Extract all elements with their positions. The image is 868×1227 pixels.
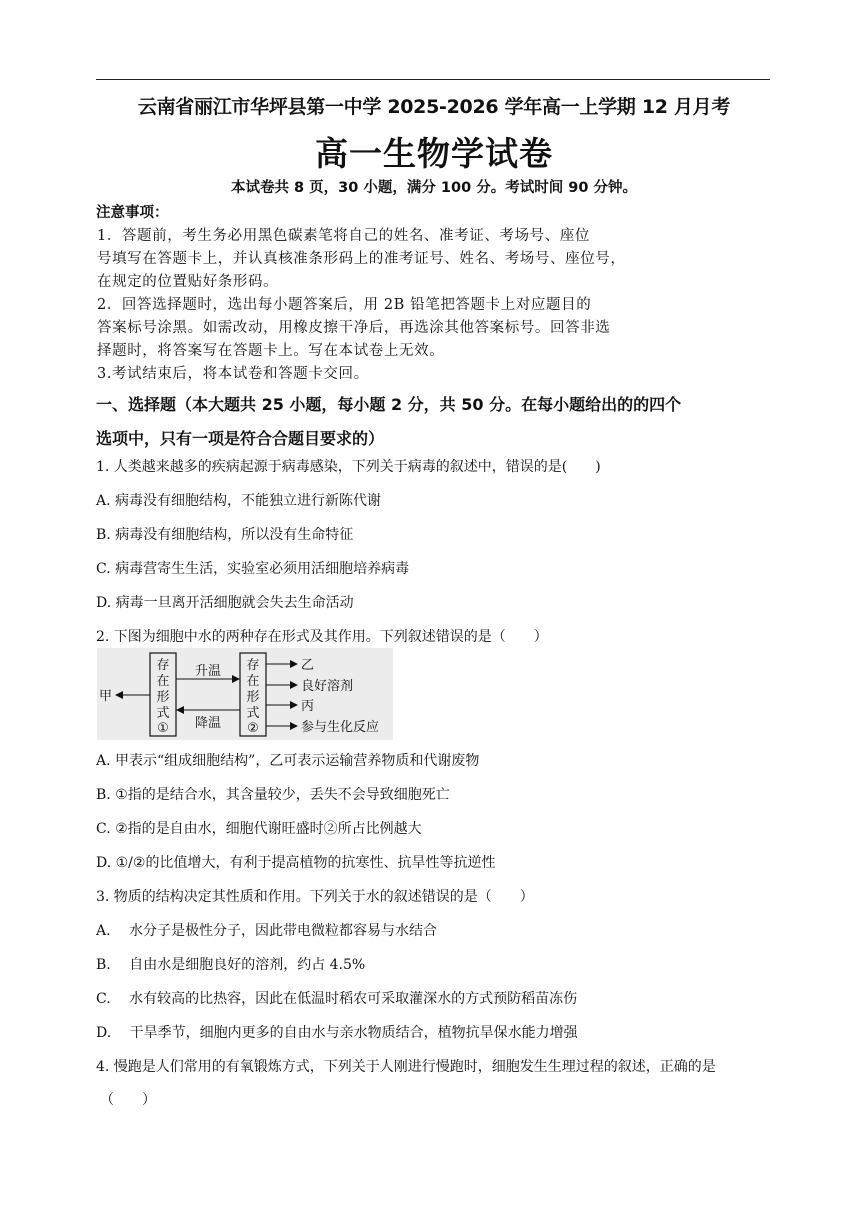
- header-rule: [96, 79, 770, 80]
- box2-char: 形: [246, 690, 260, 705]
- output-bing: 丙: [301, 699, 315, 714]
- question-3-option-b: B. 自由水是细胞良好的溶剂，约占 4.5%: [96, 957, 366, 973]
- label-cooling: 降温: [194, 716, 222, 731]
- question-1-option-b: B. 病毒没有细胞结构，所以没有生命特征: [96, 527, 354, 543]
- question-2-option-b: B. ①指的是结合水，其含量较少，丢失不会导致细胞死亡: [96, 787, 450, 803]
- box2-char: 存: [246, 658, 260, 673]
- water-forms-diagram: [97, 648, 393, 740]
- label-warming: 升温: [194, 664, 222, 679]
- box1-char: 式: [156, 706, 170, 721]
- question-4-stem-cont: （ ）: [100, 1092, 156, 1108]
- box2-char: 式: [246, 706, 260, 721]
- question-2-stem: 2. 下图为细胞中水的两种存在形式及其作用。下列叙述错误的是（ ）: [96, 629, 548, 645]
- box2-char: 在: [246, 674, 260, 689]
- question-1-option-a: A. 病毒没有细胞结构，不能独立进行新陈代谢: [96, 493, 382, 509]
- output-reaction: 参与生化反应: [301, 720, 380, 735]
- question-3-option-a: A. 水分子是极性分子，因此带电微粒都容易与水结合: [96, 923, 438, 939]
- note-line: 择题时，将答案写在答题卡上。写在本试卷上无效。: [97, 343, 445, 359]
- question-3-option-c: C. 水有较高的比热容，因此在低温时稻农可采取灌深水的方式预防稻苗冻伤: [96, 991, 578, 1007]
- note-line: 答案标号涂黑。如需改动，用橡皮擦干净后，再选涂其他答案标号。回答非选: [97, 320, 611, 336]
- note-line: 1．答题前，考生务必用黑色碳素笔将自己的姓名、准考证、考场号、座位: [97, 228, 591, 244]
- question-2-option-c: C. ②指的是自由水，细胞代谢旺盛时②所占比例越大: [96, 821, 422, 837]
- box1-char: 存: [156, 658, 170, 673]
- note-line: 3.考试结束后，将本试卷和答题卡交回。: [97, 366, 369, 382]
- question-1-option-c: C. 病毒营寄生生活，实验室必须用活细胞培养病毒: [96, 561, 410, 577]
- question-1-stem: 1. 人类越来越多的疾病起源于病毒感染，下列关于病毒的叙述中，错误的是( ): [96, 459, 601, 475]
- box1-char: ①: [157, 721, 169, 736]
- notes-heading: 注意事项：: [96, 205, 169, 221]
- question-1-option-d: D. 病毒一旦离开活细胞就会失去生命活动: [96, 595, 354, 611]
- school-exam-line: 云南省丽江市华坪县第一中学 2025-2026 学年高一上学期 12 月月考: [137, 96, 731, 118]
- box2-char: ②: [247, 721, 259, 736]
- section-heading-cont: 选项中，只有一项是符合合题目要求的）: [96, 429, 385, 448]
- box1-char: 在: [156, 674, 170, 689]
- diagram-svg: [97, 648, 393, 740]
- page-title: 高一生物学试卷: [315, 134, 553, 173]
- note-line: 2．回答选择题时，选出每小题答案后，用 2B 铅笔把答题卡上对应题目的: [97, 297, 592, 313]
- output-yi: 乙: [301, 658, 315, 673]
- output-solvent: 良好溶剂: [301, 679, 354, 694]
- question-2-option-d: D. ①/②的比值增大，有利于提高植物的抗寒性、抗旱性等抗逆性: [96, 855, 496, 871]
- label-jia: 甲: [99, 689, 113, 704]
- question-4-stem: 4. 慢跑是人们常用的有氧锻炼方式，下列关于人刚进行慢跑时，细胞发生生理过程的叙述，正确的是: [96, 1059, 716, 1075]
- note-line: 号填写在答题卡上，并认真核准条形码上的准考证号、姓名、考场号、座位号，: [97, 251, 626, 267]
- exam-info: 本试卷共 8 页，30 小题，满分 100 分。考试时间 90 分钟。: [230, 180, 638, 196]
- question-3-option-d: D. 干旱季节，细胞内更多的自由水与亲水物质结合，植物抗旱保水能力增强: [96, 1025, 578, 1041]
- question-3-stem: 3. 物质的结构决定其性质和作用。下列关于水的叙述错误的是（ ）: [96, 889, 534, 905]
- note-line: 在规定的位置贴好条形码。: [97, 274, 279, 290]
- box1-char: 形: [156, 690, 170, 705]
- section-heading: 一、选择题（本大题共 25 小题，每小题 2 分，共 50 分。在每小题给出的的四个: [96, 395, 682, 414]
- question-2-option-a: A. 甲表示“组成细胞结构”，乙可表示运输营养物质和代谢废物: [96, 753, 480, 769]
